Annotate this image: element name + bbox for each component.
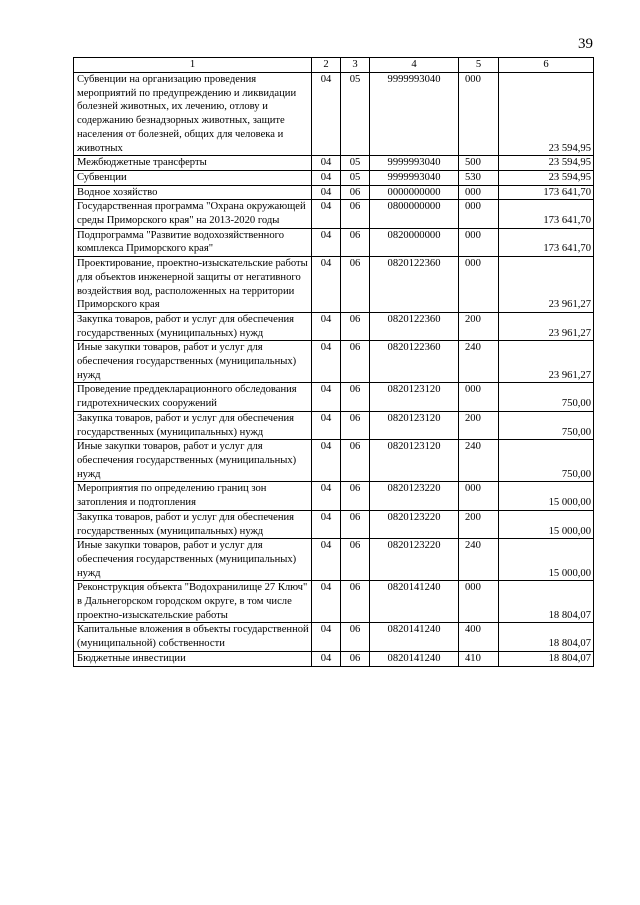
row-amount-cell: 18 804,07 bbox=[499, 581, 594, 623]
row-kind-cell: 200 bbox=[459, 411, 499, 439]
row-name-cell: Бюджетные инвестиции bbox=[74, 651, 312, 666]
column-header-subsection: 3 bbox=[341, 58, 370, 73]
row-kind-cell: 000 bbox=[459, 383, 499, 411]
row-name-cell: Иные закупки товаров, работ и услуг для обеспечения государственных (муниципальных) нужд bbox=[74, 440, 312, 482]
row-subsection-cell: 06 bbox=[341, 510, 370, 538]
row-article-cell: 0820122360 bbox=[370, 257, 459, 313]
table-row bbox=[74, 482, 594, 510]
row-section-cell: 04 bbox=[312, 539, 341, 581]
row-section-cell: 04 bbox=[312, 228, 341, 256]
table-row bbox=[74, 651, 594, 666]
row-kind-cell: 240 bbox=[459, 341, 499, 383]
row-section-cell: 04 bbox=[312, 581, 341, 623]
row-article-cell: 0820123120 bbox=[370, 440, 459, 482]
row-kind-cell: 000 bbox=[459, 257, 499, 313]
row-name-cell: Межбюджетные трансферты bbox=[74, 156, 312, 171]
row-name-cell: Капитальные вложения в объекты государственной (муниципальной) собственности bbox=[74, 623, 312, 651]
row-kind-cell: 530 bbox=[459, 170, 499, 185]
row-amount-cell: 23 961,27 bbox=[499, 257, 594, 313]
table-row bbox=[74, 185, 594, 200]
row-amount-cell: 23 594,95 bbox=[499, 170, 594, 185]
row-kind-cell: 410 bbox=[459, 651, 499, 666]
header-row bbox=[74, 58, 594, 73]
row-kind-cell: 000 bbox=[459, 228, 499, 256]
row-kind-cell: 000 bbox=[459, 581, 499, 623]
row-section-cell: 04 bbox=[312, 257, 341, 313]
table-row bbox=[74, 170, 594, 185]
row-section-cell: 04 bbox=[312, 383, 341, 411]
row-subsection-cell: 05 bbox=[341, 73, 370, 156]
table-row bbox=[74, 257, 594, 313]
row-section-cell: 04 bbox=[312, 510, 341, 538]
row-subsection-cell: 06 bbox=[341, 341, 370, 383]
row-amount-cell: 23 961,27 bbox=[499, 341, 594, 383]
row-section-cell: 04 bbox=[312, 200, 341, 228]
row-section-cell: 04 bbox=[312, 73, 341, 156]
row-subsection-cell: 06 bbox=[341, 440, 370, 482]
row-article-cell: 9999993040 bbox=[370, 170, 459, 185]
row-article-cell: 0820123120 bbox=[370, 383, 459, 411]
row-section-cell: 04 bbox=[312, 312, 341, 340]
table-row bbox=[74, 383, 594, 411]
table-row bbox=[74, 156, 594, 171]
row-article-cell: 0820123220 bbox=[370, 510, 459, 538]
table-row bbox=[74, 312, 594, 340]
column-header-article: 4 bbox=[370, 58, 459, 73]
row-amount-cell: 15 000,00 bbox=[499, 482, 594, 510]
row-section-cell: 04 bbox=[312, 651, 341, 666]
row-section-cell: 04 bbox=[312, 185, 341, 200]
row-kind-cell: 400 bbox=[459, 623, 499, 651]
row-amount-cell: 23 594,95 bbox=[499, 156, 594, 171]
row-subsection-cell: 06 bbox=[341, 581, 370, 623]
row-section-cell: 04 bbox=[312, 170, 341, 185]
row-amount-cell: 750,00 bbox=[499, 383, 594, 411]
row-section-cell: 04 bbox=[312, 440, 341, 482]
row-kind-cell: 000 bbox=[459, 73, 499, 156]
row-subsection-cell: 06 bbox=[341, 185, 370, 200]
row-kind-cell: 200 bbox=[459, 510, 499, 538]
row-article-cell: 9999993040 bbox=[370, 73, 459, 156]
row-subsection-cell: 06 bbox=[341, 312, 370, 340]
row-name-cell: Закупка товаров, работ и услуг для обеспечения государственных (муниципальных) нужд bbox=[74, 411, 312, 439]
row-name-cell: Закупка товаров, работ и услуг для обеспечения государственных (муниципальных) нужд bbox=[74, 510, 312, 538]
row-article-cell: 0820141240 bbox=[370, 651, 459, 666]
row-article-cell: 0000000000 bbox=[370, 185, 459, 200]
row-amount-cell: 15 000,00 bbox=[499, 539, 594, 581]
row-amount-cell: 18 804,07 bbox=[499, 623, 594, 651]
row-name-cell: Проектирование, проектно-изыскательские работы для объектов инженерной защиты от негативного воздействия вод, расположенных на территории Приморского края bbox=[74, 257, 312, 313]
row-section-cell: 04 bbox=[312, 341, 341, 383]
row-amount-cell: 23 594,95 bbox=[499, 73, 594, 156]
row-amount-cell: 173 641,70 bbox=[499, 228, 594, 256]
row-section-cell: 04 bbox=[312, 156, 341, 171]
row-name-cell: Иные закупки товаров, работ и услуг для обеспечения государственных (муниципальных) нужд bbox=[74, 341, 312, 383]
column-header-kind: 5 bbox=[459, 58, 499, 73]
row-kind-cell: 240 bbox=[459, 539, 499, 581]
row-subsection-cell: 05 bbox=[341, 170, 370, 185]
column-header-amount: 6 bbox=[499, 58, 594, 73]
column-header-name: 1 bbox=[74, 58, 312, 73]
row-article-cell: 0820141240 bbox=[370, 581, 459, 623]
row-amount-cell: 15 000,00 bbox=[499, 510, 594, 538]
table-row bbox=[74, 341, 594, 383]
row-section-cell: 04 bbox=[312, 411, 341, 439]
table-row bbox=[74, 539, 594, 581]
row-name-cell: Государственная программа "Охрана окружающей среды Приморского края" на 2013-2020 годы bbox=[74, 200, 312, 228]
row-subsection-cell: 05 bbox=[341, 156, 370, 171]
row-article-cell: 0820141240 bbox=[370, 623, 459, 651]
row-name-cell: Подпрограмма "Развитие водохозяйственного комплекса Приморского края" bbox=[74, 228, 312, 256]
row-name-cell: Иные закупки товаров, работ и услуг для обеспечения государственных (муниципальных) нужд bbox=[74, 539, 312, 581]
column-header-section: 2 bbox=[312, 58, 341, 73]
row-article-cell: 9999993040 bbox=[370, 156, 459, 171]
table-row bbox=[74, 440, 594, 482]
row-section-cell: 04 bbox=[312, 623, 341, 651]
row-kind-cell: 000 bbox=[459, 200, 499, 228]
row-subsection-cell: 06 bbox=[341, 200, 370, 228]
row-amount-cell: 23 961,27 bbox=[499, 312, 594, 340]
row-amount-cell: 173 641,70 bbox=[499, 185, 594, 200]
page-number: 39 bbox=[578, 36, 593, 52]
table-row bbox=[74, 510, 594, 538]
row-article-cell: 0820123220 bbox=[370, 539, 459, 581]
row-kind-cell: 000 bbox=[459, 185, 499, 200]
table-row bbox=[74, 581, 594, 623]
row-name-cell: Водное хозяйство bbox=[74, 185, 312, 200]
row-subsection-cell: 06 bbox=[341, 411, 370, 439]
row-article-cell: 0820000000 bbox=[370, 228, 459, 256]
row-name-cell: Проведение преддекларационного обследования гидротехнических сооружений bbox=[74, 383, 312, 411]
row-name-cell: Субвенции bbox=[74, 170, 312, 185]
row-subsection-cell: 06 bbox=[341, 383, 370, 411]
table-row bbox=[74, 228, 594, 256]
table-row bbox=[74, 623, 594, 651]
row-article-cell: 0820123120 bbox=[370, 411, 459, 439]
row-section-cell: 04 bbox=[312, 482, 341, 510]
row-name-cell: Закупка товаров, работ и услуг для обеспечения государственных (муниципальных) нужд bbox=[74, 312, 312, 340]
row-subsection-cell: 06 bbox=[341, 623, 370, 651]
row-subsection-cell: 06 bbox=[341, 482, 370, 510]
row-amount-cell: 750,00 bbox=[499, 440, 594, 482]
row-kind-cell: 000 bbox=[459, 482, 499, 510]
row-kind-cell: 240 bbox=[459, 440, 499, 482]
row-subsection-cell: 06 bbox=[341, 257, 370, 313]
table-row bbox=[74, 411, 594, 439]
budget-table bbox=[73, 57, 594, 667]
row-kind-cell: 200 bbox=[459, 312, 499, 340]
row-name-cell: Мероприятия по определению границ зон затопления и подтопления bbox=[74, 482, 312, 510]
row-article-cell: 0820122360 bbox=[370, 312, 459, 340]
table-row bbox=[74, 200, 594, 228]
row-subsection-cell: 06 bbox=[341, 228, 370, 256]
row-amount-cell: 173 641,70 bbox=[499, 200, 594, 228]
table-body bbox=[74, 73, 594, 667]
row-name-cell: Субвенции на организацию проведения мероприятий по предупреждению и ликвидации болезней животных, их лечению, отлову и содержанию безнадзорных животных, защите населения от болезней, общих для человека и животных bbox=[74, 73, 312, 156]
row-subsection-cell: 06 bbox=[341, 539, 370, 581]
row-kind-cell: 500 bbox=[459, 156, 499, 171]
row-article-cell: 0820122360 bbox=[370, 341, 459, 383]
row-amount-cell: 18 804,07 bbox=[499, 651, 594, 666]
row-name-cell: Реконструкция объекта "Водохранилище 27 Ключ" в Дальнегорском городском округе, в том числе проектно-изыскательские работы bbox=[74, 581, 312, 623]
row-amount-cell: 750,00 bbox=[499, 411, 594, 439]
table-row bbox=[74, 73, 594, 156]
row-article-cell: 0820123220 bbox=[370, 482, 459, 510]
row-subsection-cell: 06 bbox=[341, 651, 370, 666]
row-article-cell: 0800000000 bbox=[370, 200, 459, 228]
